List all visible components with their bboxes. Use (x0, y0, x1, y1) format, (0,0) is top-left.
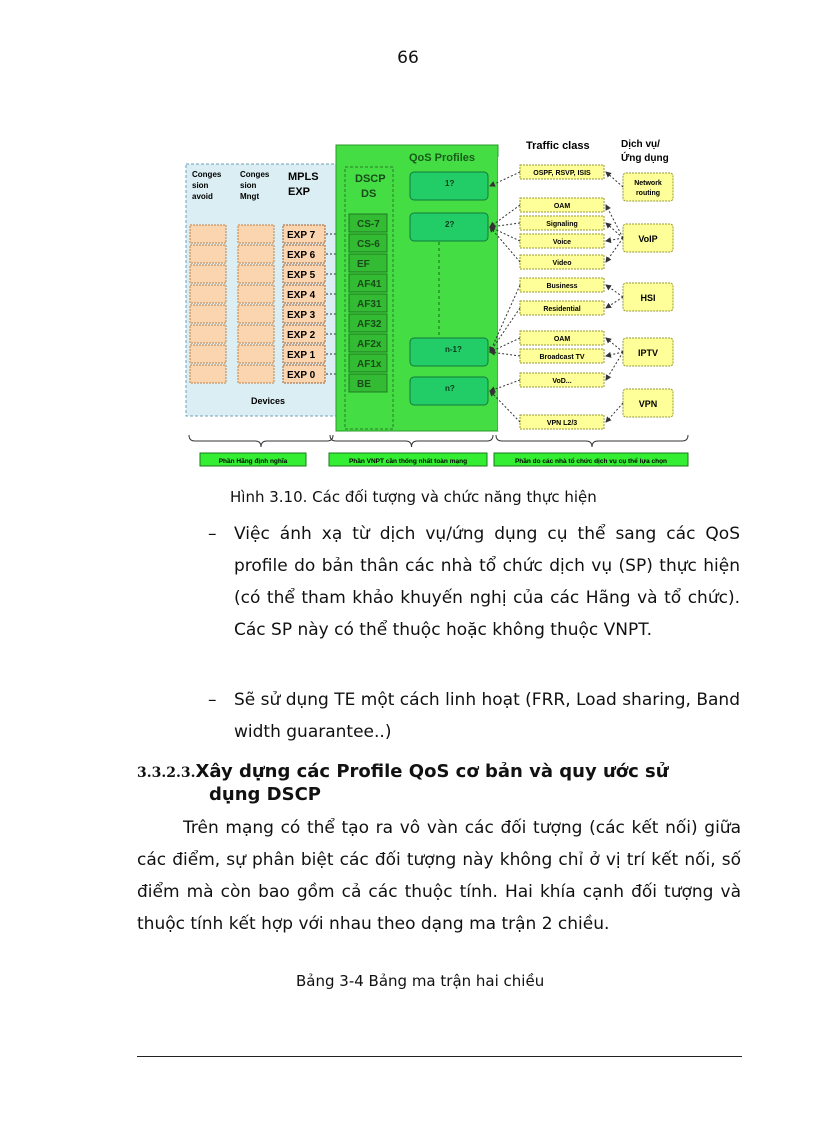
traffic-class-label: Residential (543, 306, 581, 313)
queue-cell (190, 245, 226, 263)
dscp-code: AF41 (357, 279, 382, 290)
section-title-line1: Xây dựng các Profile QoS cơ bản và quy ước sử (195, 761, 669, 782)
service-label: IPTV (637, 348, 659, 358)
dscp-code: CS-6 (357, 239, 380, 250)
qos-profile-label: 1? (445, 179, 455, 188)
queue-cell (190, 345, 226, 363)
figure-diagram (183, 137, 691, 471)
traffic-class-label: OSPF, RSVP, ISIS (533, 170, 591, 177)
queue-cell (190, 225, 226, 243)
queue-cell (190, 365, 226, 383)
bottom-label-text: Phần do các nhà tổ chức dịch vụ cụ thể lựa chọn (514, 458, 668, 465)
bullet-marker: – (208, 524, 217, 544)
service-label: VoIP (638, 234, 658, 244)
queue-cell (238, 365, 274, 383)
traffic-class-label: Voice (552, 239, 572, 246)
page-number: 66 (397, 48, 419, 68)
brace (496, 435, 688, 447)
dscp-codes (349, 214, 387, 392)
service-label: Network (634, 180, 662, 187)
footer-rule (137, 1056, 742, 1057)
qos-profile-label: n? (445, 384, 455, 393)
bullet-text: Việc ánh xạ từ dịch vụ/ứng dụng cụ thể sang các QoS profile do bản thân các nhà tổ chức dịch vụ (SP) thực hiện (có thể tham khảo khuyến nghị của các Hãng và tổ chức). Các SP này có thể thuộc hoặc không thuộc VNPT. (234, 524, 740, 640)
header-congestion-avoid-2: sion (192, 181, 209, 190)
queue-cell (238, 265, 274, 283)
bullet-marker: – (208, 690, 217, 710)
service-title-1: Dịch vụ/ (621, 139, 660, 150)
bottom-label-text: Phần VNPT cần thống nhất toàn mạng (348, 458, 468, 465)
queue-cell (190, 305, 226, 323)
ds-label: DS (361, 188, 377, 200)
section-title-line2: dụng DSCP (209, 784, 321, 805)
dscp-label: DSCP (355, 173, 386, 185)
bullet-item (208, 684, 740, 748)
header-congestion-avoid-1: Conges (192, 170, 222, 179)
devices-label: Devices (251, 396, 286, 406)
queue-cell (238, 245, 274, 263)
bottom-braces (189, 435, 688, 447)
queue-cell (190, 285, 226, 303)
bullet-item (208, 518, 740, 646)
traffic-class-label: Business (546, 283, 578, 290)
queue-cell (190, 325, 226, 343)
traffic-class-label: OAM (553, 336, 571, 343)
header-congestion-mngt-1: Conges (240, 170, 270, 179)
bottom-labels (200, 453, 688, 466)
dscp-code: AF2x (357, 339, 382, 350)
queue-cell (238, 285, 274, 303)
body-paragraph: Trên mạng có thể tạo ra vô vàn các đối tượng (các kết nối) giữa các điểm, sự phân biệt các đối tượng này không chỉ ở vị trí kết nối, số điểm mà còn bao gồm cả các thuộc tính. Hai khía cạnh đối tượng và thuộc tính kết hợp với nhau theo dạng ma trận 2 chiều. (137, 818, 741, 934)
mpls-label: MPLS (288, 171, 319, 183)
exp-label: EXP 1 (287, 350, 316, 361)
dscp-code: AF1x (357, 359, 382, 370)
service-title-2: Ứng dụng (621, 153, 669, 164)
qos-profile-label: 2? (445, 220, 455, 229)
section-number: 3.3.2.3. (137, 765, 196, 781)
service-label: VPN (638, 399, 658, 409)
traffic-class-label: Signaling (546, 221, 578, 228)
header-congestion-avoid-3: avoid (192, 192, 213, 201)
dscp-code: CS-7 (357, 219, 380, 230)
exp-label: EXP 0 (287, 370, 316, 381)
exp-label: EXP 7 (287, 230, 316, 241)
traffic-class-title: Traffic class (526, 140, 590, 152)
dscp-code: EF (357, 259, 370, 270)
qos-profile-label: n-1? (445, 345, 462, 354)
traffic-class-label: VPN L2/3 (546, 420, 578, 427)
table-caption: Bảng 3-4 Bảng ma trận hai chiều (296, 972, 545, 990)
qos-profiles-title: QoS Profiles (409, 152, 476, 164)
service-label: HSI (640, 293, 656, 303)
dscp-code: BE (357, 379, 371, 390)
exp-label: EXP 2 (287, 330, 316, 341)
header-congestion-mngt-3: Mngt (240, 192, 260, 201)
bullet-text: Sẽ sử dụng TE một cách linh hoạt (FRR, Load sharing, Band width guarantee..) (234, 690, 740, 742)
queue-cell (190, 265, 226, 283)
exp-label: EXP 5 (287, 270, 316, 281)
brace (330, 435, 493, 447)
queue-cell (238, 345, 274, 363)
queue-cell (238, 305, 274, 323)
exp-label: EXP 3 (287, 310, 316, 321)
section-heading (137, 760, 757, 805)
service-label: routing (635, 190, 661, 197)
exp-label: EXP (288, 186, 311, 198)
dscp-code: AF31 (357, 299, 382, 310)
traffic-class-label: Video (552, 260, 572, 267)
exp-label: EXP 6 (287, 250, 316, 261)
traffic-class-label: OAM (553, 203, 571, 210)
qos-objects-figure (183, 137, 691, 471)
dscp-code: AF32 (357, 319, 382, 330)
brace (189, 435, 333, 447)
exp-label: EXP 4 (287, 290, 316, 301)
queue-cell (238, 225, 274, 243)
traffic-class-label: VoD... (552, 378, 572, 385)
bottom-label-text: Phần Hãng định nghĩa (218, 458, 288, 465)
traffic-class-label: Broadcast TV (539, 354, 585, 361)
header-congestion-mngt-2: sion (240, 181, 257, 190)
figure-caption: Hình 3.10. Các đối tượng và chức năng thực hiện (230, 488, 597, 506)
queue-cell (238, 325, 274, 343)
